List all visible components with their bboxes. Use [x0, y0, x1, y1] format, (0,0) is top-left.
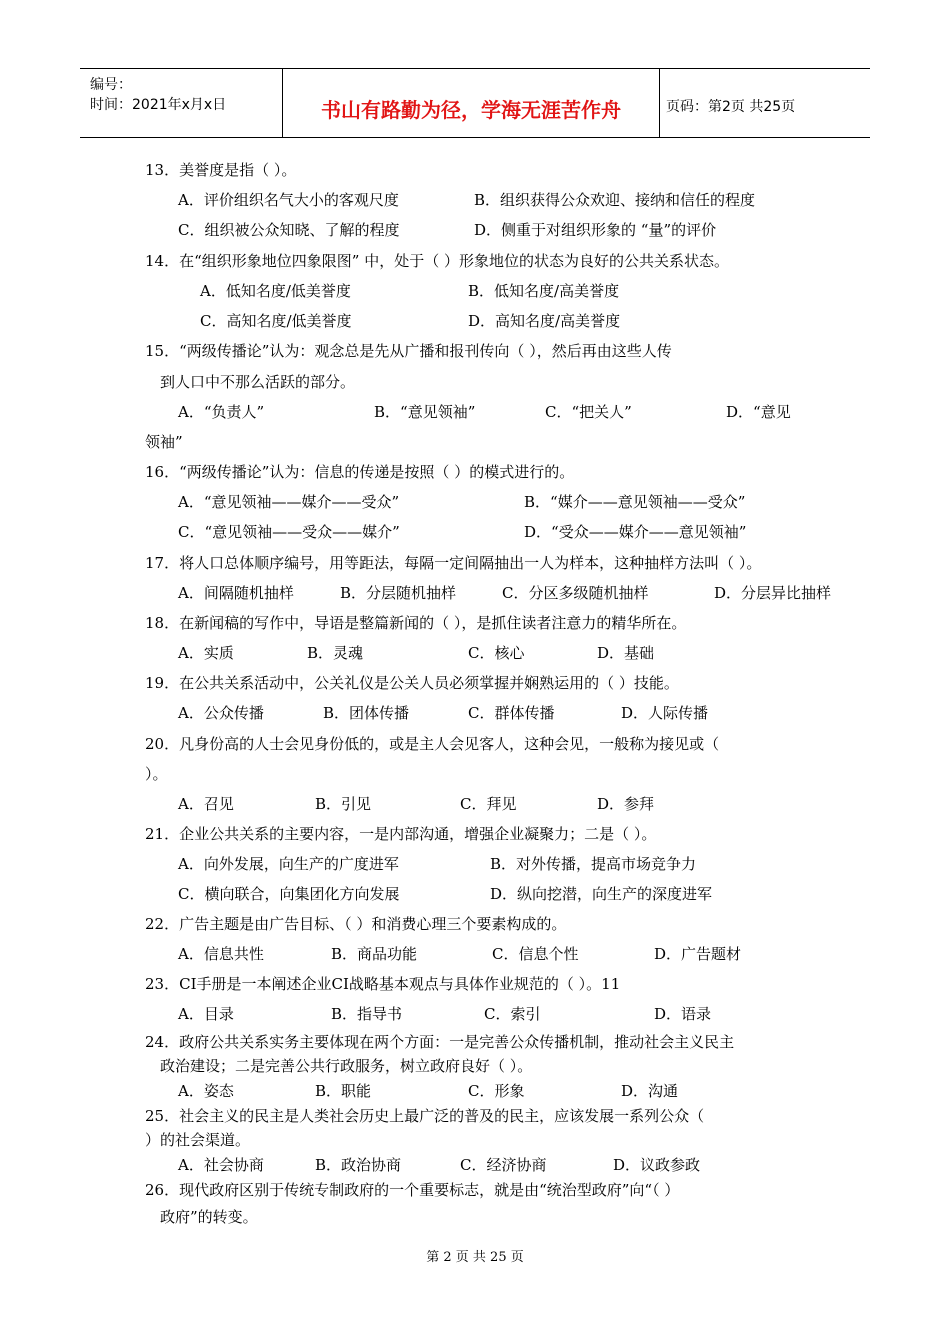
text-line: 政治建设；二是完善公共行政服务，树立政府良好（ ）。 [160, 1057, 533, 1075]
text-line: B．“媒介——意见领袖——受众” [524, 493, 746, 511]
text-line: D．语录 [654, 1005, 712, 1023]
text-line: B．分层随机抽样 [340, 584, 457, 602]
text-line: A．低知名度/低美誉度 [200, 282, 351, 300]
text-line: C．分区多级随机抽样 [502, 584, 649, 602]
text-line: B．指导书 [331, 1005, 403, 1023]
text-line: C．拜见 [460, 795, 517, 813]
text-line: A．召见 [178, 795, 234, 813]
text-line: C．高知名度/低美誉度 [200, 312, 352, 330]
text-line: B．引见 [315, 795, 372, 813]
text-line: 23．CI手册是一本阐述企业CI战略基本观点与具体作业规范的（ ）。11 [145, 975, 621, 993]
text-line: 政府”的转变。 [160, 1208, 258, 1226]
text-line: 26．现代政府区别于传统专制政府的一个重要标志，就是由“统治型政府”向“（ ） [145, 1181, 680, 1199]
text-line: 18．在新闻稿的写作中，导语是整篇新闻的（ ），是抓住读者注意力的精华所在。 [145, 614, 687, 632]
text-line: A．向外发展，向生产的广度进军 [178, 855, 399, 873]
text-line: B．团体传播 [323, 704, 410, 722]
text-line: D．广告题材 [654, 945, 742, 963]
text-line: 25．社会主义的民主是人类社会历史上最广泛的普及的民主，应该发展一系列公众（ [145, 1107, 705, 1125]
text-line: D．沟通 [621, 1082, 679, 1100]
page-footer: 第 2 页 共 25 页 [426, 1250, 524, 1265]
header-meta-cell [80, 69, 283, 137]
text-line: 13．美誉度是指（ ）。 [145, 161, 297, 179]
text-line: A．“意见领袖——媒介——受众” [178, 493, 400, 511]
text-line: B．职能 [315, 1082, 372, 1100]
text-line: 17．将人口总体顺序编号，用等距法，每隔一定间隔抽出一人为样本，这种抽样方法叫（ ）。 [145, 554, 762, 572]
text-line: 20．凡身份高的人士会见身份低的，或是主人会见客人，这种会见，一般称为接见或（ [145, 735, 720, 753]
text-line: C．索引 [484, 1005, 541, 1023]
header-page-cell [660, 69, 870, 137]
text-line: A．姿态 [178, 1082, 234, 1100]
text-line: 16．“两级传播论”认为：信息的传递是按照（ ）的模式进行的。 [145, 463, 575, 481]
text-line: C．核心 [468, 644, 525, 662]
page-header [80, 68, 870, 138]
text-line: B．低知名度/高美誉度 [468, 282, 620, 300]
doc-number-label: 编号： [90, 77, 132, 93]
text-line: D．分层异比抽样 [714, 584, 832, 602]
text-line: 22．广告主题是由广告目标、（ ）和消费心理三个要素构成的。 [145, 915, 567, 933]
text-line: C．横向联合，向集团化方向发展 [178, 885, 400, 903]
text-line: C．群体传播 [468, 704, 555, 722]
text-line: A．“负责人” [178, 403, 265, 421]
text-line: B．对外传播，提高市场竞争力 [490, 855, 697, 873]
text-line: D．基础 [597, 644, 655, 662]
text-line: D．高知名度/高美誉度 [468, 312, 621, 330]
text-line: B．灵魂 [307, 644, 364, 662]
text-line: 24．政府公共关系实务主要体现在两个方面：一是完善公众传播机制，推动社会主义民主 [145, 1033, 735, 1051]
text-line: 19．在公共关系活动中，公关礼仪是公关人员必须掌握并娴熟运用的（ ）技能。 [145, 674, 679, 692]
text-line: C．组织被公众知晓、了解的程度 [178, 221, 400, 239]
text-line: 21．企业公共关系的主要内容，一是内部沟通，增强企业凝聚力；二是（ ）。 [145, 825, 657, 843]
text-line: A．实质 [178, 644, 234, 662]
text-line: A．间隔随机抽样 [178, 584, 294, 602]
text-line: C．经济协商 [460, 1156, 547, 1174]
doc-time-label: 时间：2021年x月x日 [90, 97, 227, 113]
text-line: D．侧重于对组织形象的 “量”的评价 [474, 221, 717, 239]
text-line: A．评价组织名气大小的客观尺度 [178, 191, 399, 209]
text-line: 15．“两级传播论”认为：观念总是先从广播和报刊传向（ ），然后再由这些人传 [145, 342, 672, 360]
page-info: 页码：第2页 共25页 [666, 99, 796, 115]
text-line: ）的社会渠道。 [145, 1131, 251, 1149]
text-line: D．“受众——媒介——意见领袖” [524, 523, 747, 541]
text-line: B．组织获得公众欢迎、接纳和信任的程度 [474, 191, 756, 209]
text-line: D．纵向挖潜，向生产的深度进军 [490, 885, 713, 903]
text-line: A．目录 [178, 1005, 234, 1023]
text-line: B．商品功能 [331, 945, 418, 963]
text-line: D．议政参政 [613, 1156, 701, 1174]
motto: 书山有路勤为径，学海无涯苦作舟 [321, 98, 621, 122]
text-line: C．“意见领袖——受众——媒介” [178, 523, 400, 541]
text-line: A．公众传播 [178, 704, 264, 722]
text-line: 14．在“组织形象地位四象限图” 中，处于（ ）形象地位的状态为良好的公共关系状态。 [145, 252, 729, 270]
text-line: C．“把关人” [545, 403, 632, 421]
text-line: C．信息个性 [492, 945, 579, 963]
text-line: B．“意见领袖” [374, 403, 476, 421]
text-line: D．人际传播 [621, 704, 709, 722]
text-line: A．信息共性 [178, 945, 264, 963]
header-motto-cell [283, 69, 660, 137]
text-line: D．“意见 [726, 403, 791, 421]
text-line: D．参拜 [597, 795, 655, 813]
text-line: C．形象 [468, 1082, 525, 1100]
text-line: A．社会协商 [178, 1156, 264, 1174]
text-line: B．政治协商 [315, 1156, 402, 1174]
text-line: 领袖” [145, 433, 183, 451]
text-line: ）。 [145, 765, 168, 783]
text-line: 到人口中不那么活跃的部分。 [160, 373, 356, 391]
